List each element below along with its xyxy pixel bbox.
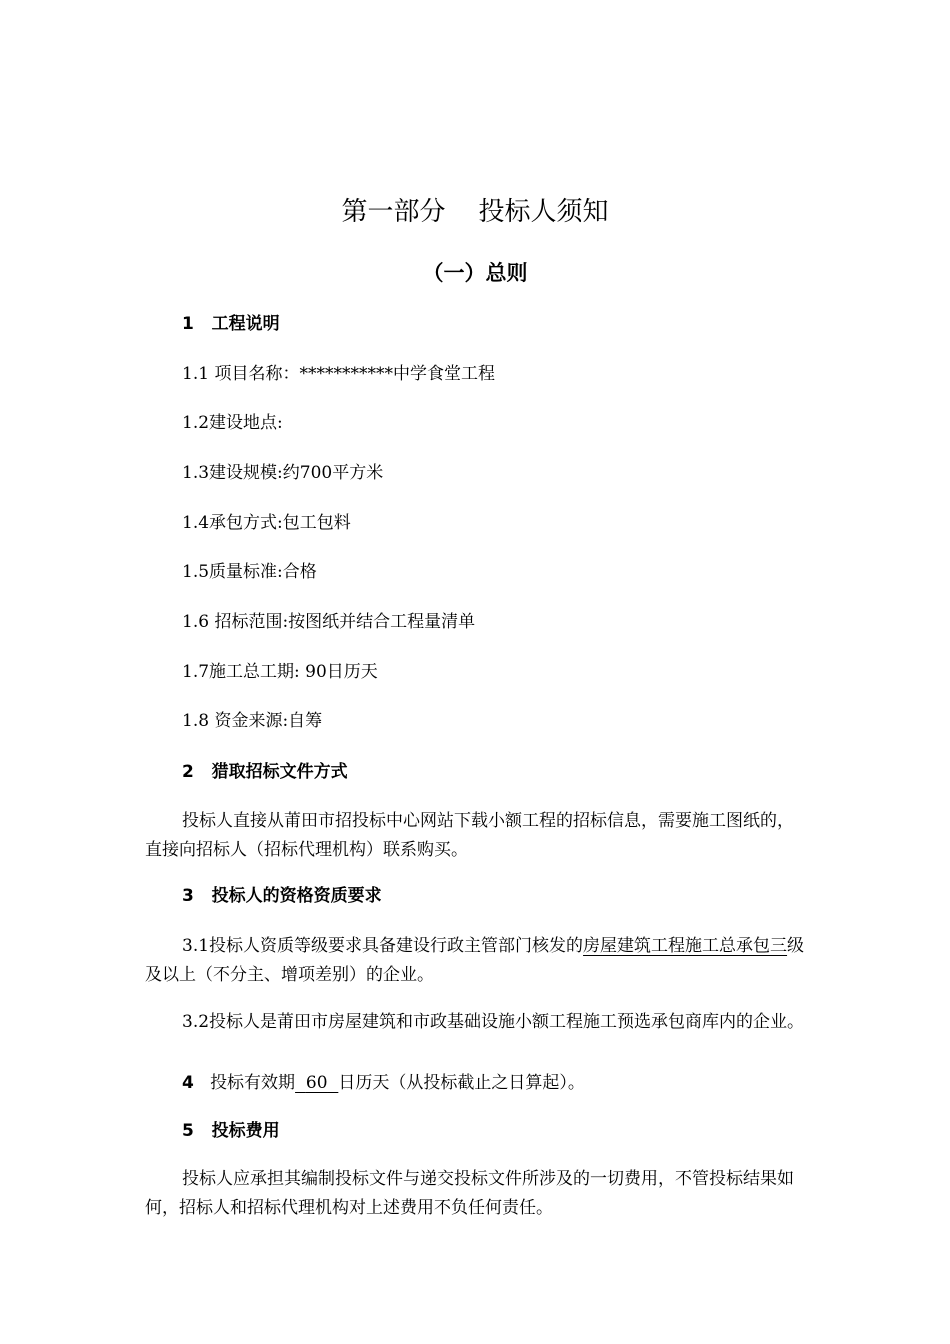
section-4-number: 4 [182,1073,194,1093]
section-5-heading: 5 投标费用 [182,1121,280,1141]
section-3-paragraph-2: 3.2投标人是莆田市房屋建筑和市政基础设施小额工程施工预选承包商库内的企业。 [182,1012,805,1032]
item-1-3: 1.3建设规模:约700平方米 [182,463,384,483]
section-subtitle: （一）总则 [422,261,528,285]
section-5-body: 投标人应承担其编制投标文件与递交投标文件所涉及的一切费用，不管投标结果如何，招标人和招标代理机构对上述费用不负任何责任。 [145,1169,794,1218]
section-4-line [182,1069,585,1097]
item-1-2: 1.2建设地点: [182,413,283,433]
section-2-body: 投标人直接从莆田市招投标中心网站下载小额工程的招标信息，需要施工图纸的，直接向招标人（招标代理机构）联系购买。 [145,811,794,860]
qualification-text-start: 3.1投标人资质等级要求具备建设行政主管部门核发的 [182,936,584,956]
section-4-label: 投标有效期 [210,1073,296,1093]
item-1-4: 1.4承包方式:包工包料 [182,513,351,533]
page-title: 第一部分 投标人须知 [341,197,609,227]
qualification-text-end: 级及以上（不分主、增项差别）的企业。 [145,936,805,985]
validity-days-value: 60 [305,1073,328,1093]
section-3-paragraph-1 [145,932,810,990]
item-1-5: 1.5质量标准:合格 [182,562,317,582]
item-1-8: 1.8 资金来源:自筹 [182,711,323,731]
item-1-6: 1.6 招标范围:按图纸并结合工程量清单 [182,612,476,632]
qualification-underlined: 房屋建筑工程施工总承包三 [583,936,788,956]
item-1-7: 1.7施工总工期: 90日历天 [182,662,378,682]
section-2-heading: 2 猎取招标文件方式 [182,762,348,782]
item-1-1: 1.1 项目名称：***********中学食堂工程 [182,364,495,384]
section-4-text: 日历天（从投标截止之日算起）。 [338,1073,585,1093]
section-1-heading: 1 工程说明 [182,314,280,334]
section-3-heading: 3 投标人的资格资质要求 [182,886,382,906]
